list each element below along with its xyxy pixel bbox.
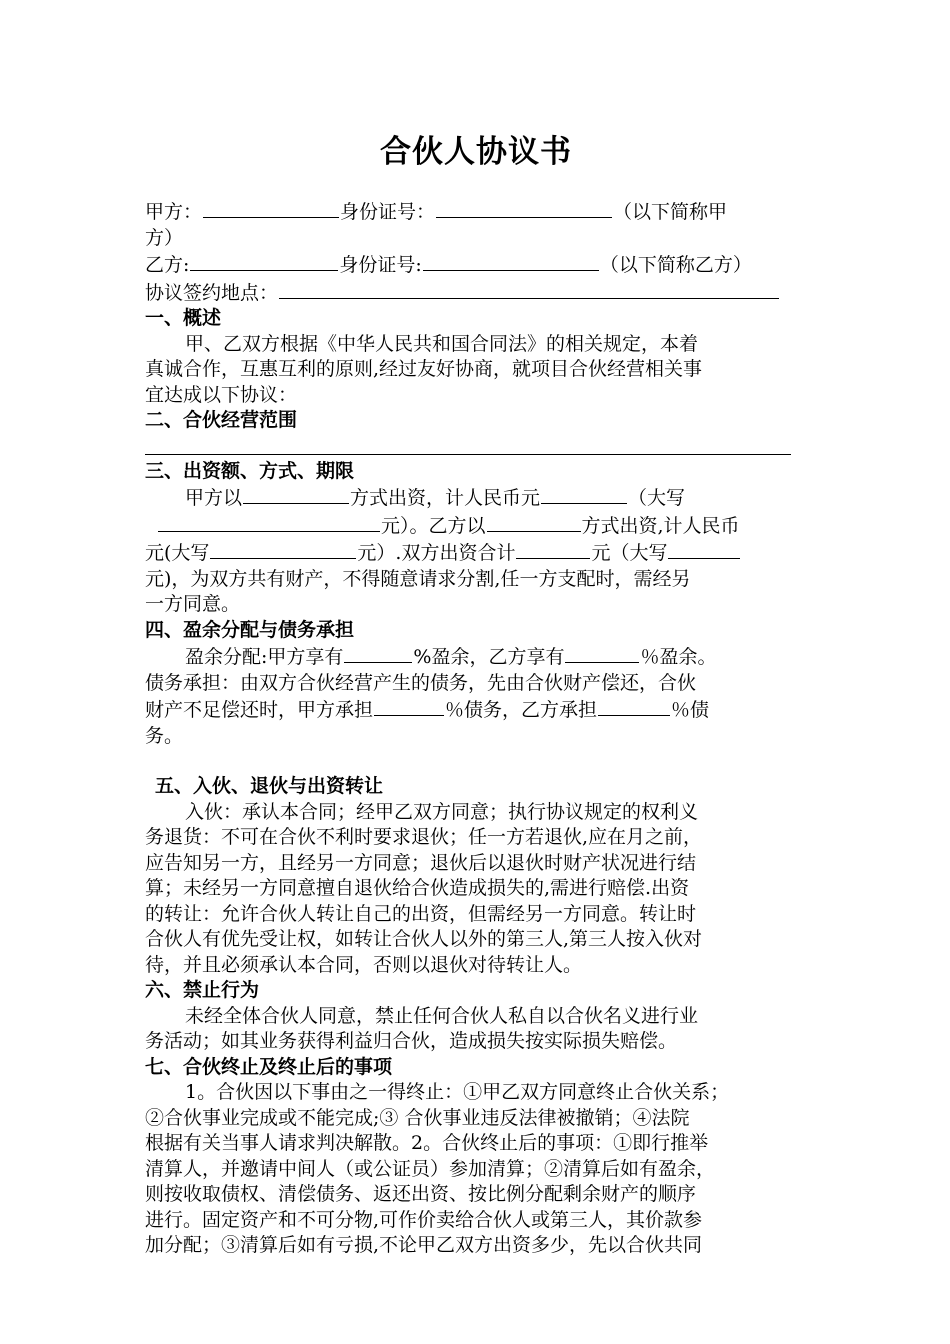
paragraph-line: 入伙：承认本合同；经甲乙双方同意；执行协议规定的权利义 (185, 800, 699, 823)
fill-blank (344, 643, 412, 663)
section-6-body (145, 1004, 807, 1055)
section-4-text (145, 643, 807, 671)
paragraph-line: 则按收取债权、清偿债务、返还出资、按比例分配剩余财产的顺序 (145, 1183, 697, 1205)
fill-blank (598, 696, 670, 716)
party-a-note: （以下简称甲 (613, 201, 728, 223)
fill-blank (487, 512, 581, 532)
text-fragment: 方式出资，计人民币元 (350, 487, 541, 509)
party-b-label: 乙方: (145, 254, 190, 276)
section-4-text (145, 696, 807, 724)
party-a-id-blank (436, 198, 612, 218)
text-fragment: 财产不足偿还时，甲方承担 (145, 699, 374, 721)
text-fragment: 元（大写 (591, 542, 668, 564)
business-scope-blank (145, 434, 791, 455)
paragraph-line: 的转让：允许合伙人转让自己的出资，但需经另一方同意。转让时 (145, 902, 697, 925)
location-line (145, 279, 807, 307)
text-fragment: 方式出资,计人民币 (581, 514, 740, 537)
section-3-text: 元)，为双方共有财产，不得随意请求分割,任一方支配时，需经另 (145, 567, 691, 590)
document-page (145, 120, 807, 1259)
section-5-body (145, 800, 807, 979)
party-b-id-blank (423, 251, 599, 271)
paragraph-line: 务活动；如其业务获得利益归合伙，造成损失按实际损失赔偿。 (145, 1030, 678, 1052)
fill-blank (516, 539, 590, 559)
section-6-heading: 六、禁止行为 (145, 979, 260, 1001)
section-5-heading: 五、入伙、退伙与出资转让 (155, 775, 384, 797)
fill-blank (210, 539, 356, 559)
section-3-heading: 三、出资额、方式、期限 (145, 459, 355, 482)
party-b-name-blank (190, 251, 338, 271)
party-a-line (145, 198, 807, 226)
section-3-text: 一方同意。 (145, 593, 241, 615)
section-3-text (145, 484, 807, 512)
text-fragment: （大写 (628, 487, 686, 509)
fill-blank (158, 512, 380, 532)
section-1-text: 甲、乙双方根据《中华人民共和国合同法》的相关规定，本着 (185, 332, 699, 355)
fill-blank (668, 539, 740, 559)
paragraph-line: 务退货：不可在合伙不利时要求退伙；任一方若退伙,应在月之前， (145, 826, 703, 848)
paragraph-line: 合伙人有优先受让权，如转让合伙人以外的第三人,第三人按入伙对 (145, 928, 703, 950)
paragraph-line: 根据有关当事人请求判决解散。2。合伙终止后的事项：①即行推举 (145, 1132, 709, 1154)
section-3-text (145, 512, 807, 540)
text-fragment: 元(大写 (145, 542, 210, 564)
party-a-id-label: 身份证号： (340, 201, 436, 223)
section-4-text: 债务承担：由双方合伙经营产生的债务，先由合伙财产偿还，合伙 (145, 671, 697, 694)
section-2-heading: 二、合伙经营范围 (145, 409, 298, 431)
section-4-text: 务。 (145, 724, 184, 747)
location-label: 协议签约地点： (145, 281, 279, 304)
text-fragment: ％盈余。 (640, 646, 717, 668)
party-b-line (145, 251, 807, 279)
party-a-label: 甲方： (145, 201, 203, 223)
text-fragment: ％债务，乙方承担 (445, 699, 598, 721)
section-1-text: 真诚合作，互惠互利的原则,经过友好协商，就项目合伙经营相关事 (145, 358, 703, 380)
paragraph-line: ②合伙事业完成或不能完成;③ 合伙事业违反法律被撤销；④法院 (145, 1106, 690, 1129)
text-fragment: %盈余，乙方享有 (413, 646, 565, 668)
paragraph-line: 进行。固定资产和不可分物,可作价卖给合伙人或第三人，其价款参 (145, 1208, 703, 1231)
paragraph-line: 1。合伙因以下事由之一得终止：①甲乙双方同意终止合伙关系； (185, 1081, 730, 1103)
paragraph-line: 加分配；③清算后如有亏损,不论甲乙双方出资多少，先以合伙共同 (145, 1234, 703, 1256)
fill-blank (565, 643, 639, 663)
fill-blank (243, 484, 349, 504)
party-a-name-blank (203, 198, 339, 218)
document-title: 合伙人协议书 (380, 134, 572, 170)
section-7-body (145, 1080, 807, 1259)
party-a-note-cont: 方） (145, 226, 184, 249)
text-fragment: 甲方以 (185, 487, 243, 509)
section-7-heading: 七、合伙终止及终止后的事项 (145, 1055, 393, 1078)
paragraph-line: 清算人，并邀请中间人（或公证员）参加清算；②清算后如有盈余， (145, 1157, 716, 1180)
section-3-text (145, 539, 807, 567)
fill-blank (541, 484, 627, 504)
paragraph-line: 应告知另一方，且经另一方同意；退伙后以退伙时财产状况进行结 (145, 851, 697, 874)
text-fragment: 盈余分配:甲方享有 (185, 646, 344, 668)
text-fragment: 元）。乙方以 (381, 514, 486, 537)
party-b-note: （以下简称乙方） (599, 254, 752, 276)
party-b-id-label: 身份证号: (339, 254, 422, 276)
location-blank (279, 279, 779, 299)
section-4-heading: 四、盈余分配与债务承担 (145, 618, 355, 641)
section-1-text: 宜达成以下协议： (145, 383, 298, 406)
paragraph-line: 待，并且必须承认本合同，否则以退伙对待转让人。 (145, 953, 583, 976)
paragraph-line: 未经全体合伙人同意，禁止任何合伙人私自以合伙名义进行业 (185, 1004, 699, 1027)
paragraph-line: 算；未经另一方同意擅自退伙给合伙造成损失的,需进行赔偿.出资 (145, 877, 690, 899)
text-fragment: ％债 (671, 699, 710, 721)
text-fragment: 元）.双方出资合计 (357, 542, 516, 564)
section-1-heading: 一、概述 (145, 307, 222, 329)
fill-blank (374, 696, 444, 716)
